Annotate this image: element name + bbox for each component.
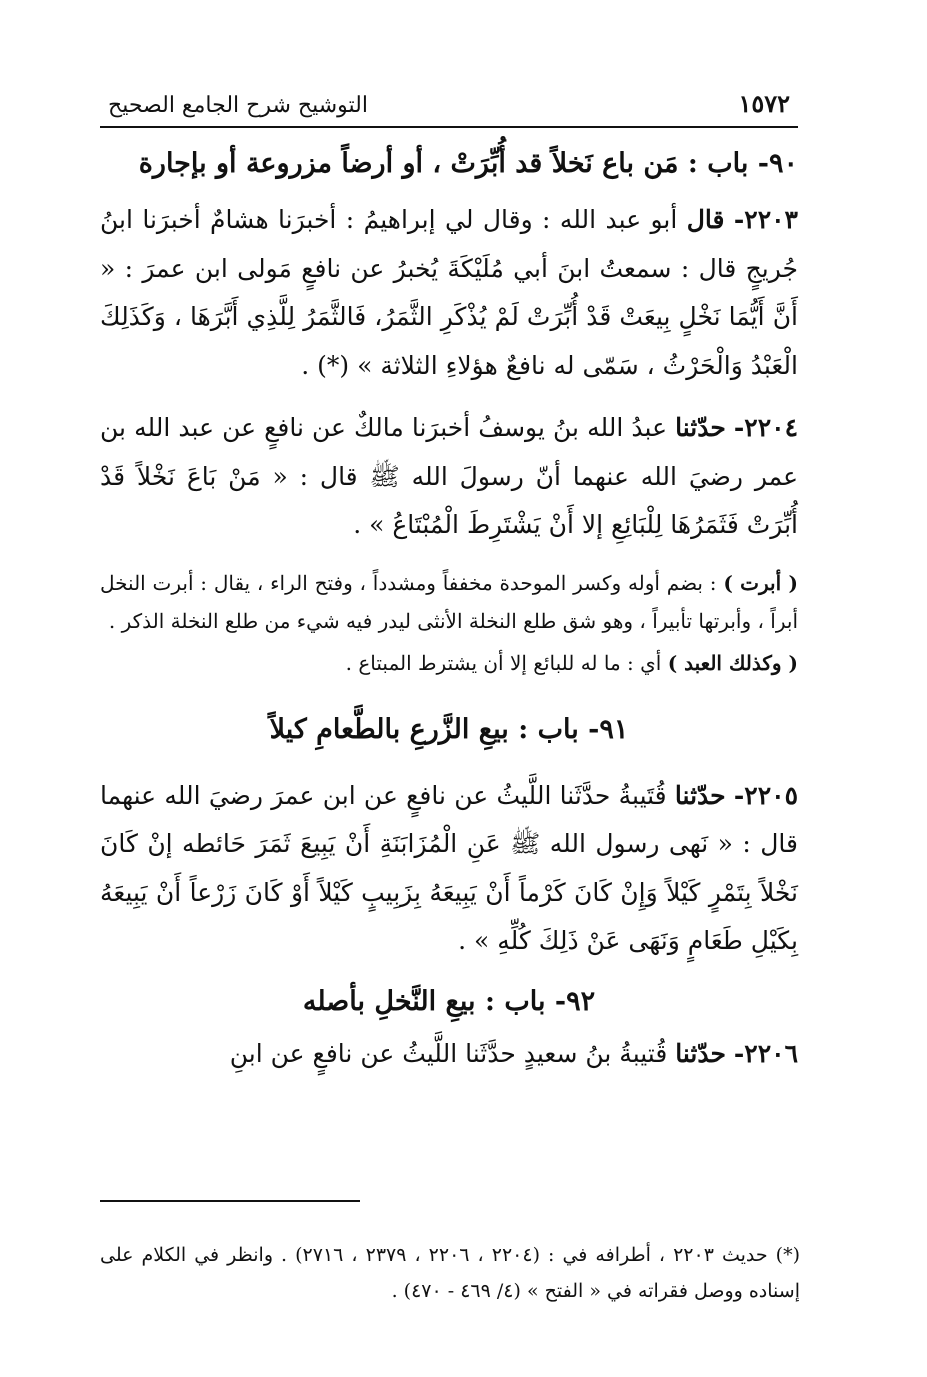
narration-word: حدّثنا: [674, 780, 726, 810]
commentary-abbirat: [100, 564, 798, 640]
chapter-91-heading: ٩١- باب : بيعِ الزَّرعِ بالطَّعامِ كيلاً: [269, 713, 629, 745]
hadith-number: ٢٢٠٣-: [733, 205, 798, 234]
hadith-2206: [100, 1030, 798, 1079]
commentary-abd: [100, 644, 798, 682]
header-rule: [100, 126, 798, 128]
commentary-text: : بضم أوله وكسر الموحدة مخففاً ومشدداً ، وفتح الراء ، يقال : أبرت النخل أبراً ، وأبرتها تأبيراً ، وهو شق طلع النخلة الأنثى ليدر فيه شيء من طلع النخلة الذكر .: [100, 570, 798, 633]
footnote-rule: [100, 1200, 360, 1202]
hadith-2203: [100, 196, 798, 390]
narration-word: قال: [686, 205, 725, 234]
hadith-text: عبدُ الله بنُ يوسفُ أخبرَنا مالكٌ عن نافعٍ عن عبد الله بن عمر رضيَ الله عنهما أنّ رسولَ الله ﷺ قال : « مَنْ بَاعَ نَخْلاً قَدْ أُبِّرَتْ فَثَمَرُهَا لِلْبَائِعِ إلا أَنْ يَشْتَرِطَ الْمُبْتَاعُ » .: [100, 413, 798, 539]
page-number: ١٥٧٢: [738, 89, 790, 118]
hadith-number: ٢٢٠٤-: [733, 413, 798, 442]
chapter-92-heading: ٩٢- باب : بيعِ النَّخلِ بأصله: [302, 985, 596, 1017]
running-header: [100, 78, 798, 118]
hadith-2205: [100, 772, 798, 966]
narration-word: حدّثنا: [675, 413, 726, 442]
hadith-text: قُتيبةُ بنُ سعيدٍ حدَّثَنا اللَّيثُ عن نافعٍ عن ابنِ: [229, 1038, 668, 1068]
hadith-number: ٢٢٠٦-: [733, 1038, 798, 1068]
commentary-text: أي : ما له للبائع إلا أن يشترط المبتاع .: [345, 650, 662, 675]
book-title: التوشيح شرح الجامع الصحيح: [108, 93, 368, 118]
hadith-text: قُتَيبةُ حدَّثَنا اللَّيثُ عن نافعٍ عن ابن عمرَ رضيَ الله عنهما قال : « نَهى رسول الله ﷺ عَنِ الْمُزَابَنَةِ أَنْ يَبِيعَ ثَمَرَ حَائطه إنْ كَانَ نَخْلاً بِتَمْرٍ كَيْلاً وَإِنْ كَانَ كَرْماً أَنْ يَبِيعَهُ بِزَبِيبٍ كَيْلاً أَوْ كَانَ زَرْعاً أَنْ يَبِيعَهُ بِكَيْلِ طَعَامٍ وَنَهَى عَنْ ذَلِكَ كُلِّهِ » .: [100, 780, 798, 955]
commentary-term: ( أبرت ): [723, 570, 799, 595]
hadith-2204: [100, 404, 798, 550]
page-body: [100, 78, 798, 1092]
commentary-term: ( وكذلك العبد ): [667, 650, 798, 675]
footnote: (*) حديث ٢٢٠٣ ، أطرافه في : (٢٢٠٤ ، ٢٢٠٦ ، ٢٣٧٩ ، ٢٧١٦) . وانظر في الكلام على إسناده ووصل فقراته في « الفتح » (٤/ ٤٦٩ - ٤٧٠) .: [100, 1244, 801, 1302]
hadith-number: ٢٢٠٥-: [733, 780, 798, 810]
hadith-text: أبو عبد الله : وقال لي إبراهيمُ : أخبرَنا هشامٌ أخبرَنا ابنُ جُريجٍ قال : سمعتُ ابنَ أبي مُلَيْكَةَ يُخبرُ عن نافعٍ مَولى ابن عمرَ : « أَنَّ أَيُّمَا نَخْلٍ بِيعَتْ قَدْ أُبِّرَتْ لَمْ يُذْكَرِ الثَّمَرُ، فَالثَّمَرُ لِلَّذِي أَبَّرَهَا ، وَكَذَلِكَ الْعَبْدُ وَالْحَرْثُ ، سَمّى له نافعٌ هؤلاءِ الثلاثة » (*) .: [100, 205, 798, 380]
narration-word: حدّثنا: [675, 1038, 726, 1068]
chapter-90-heading: ٩٠- باب : مَن باع نَخلاً قد أُبِّرَتْ ، أو أرضاً مزروعة أو بإجارة: [138, 148, 798, 179]
